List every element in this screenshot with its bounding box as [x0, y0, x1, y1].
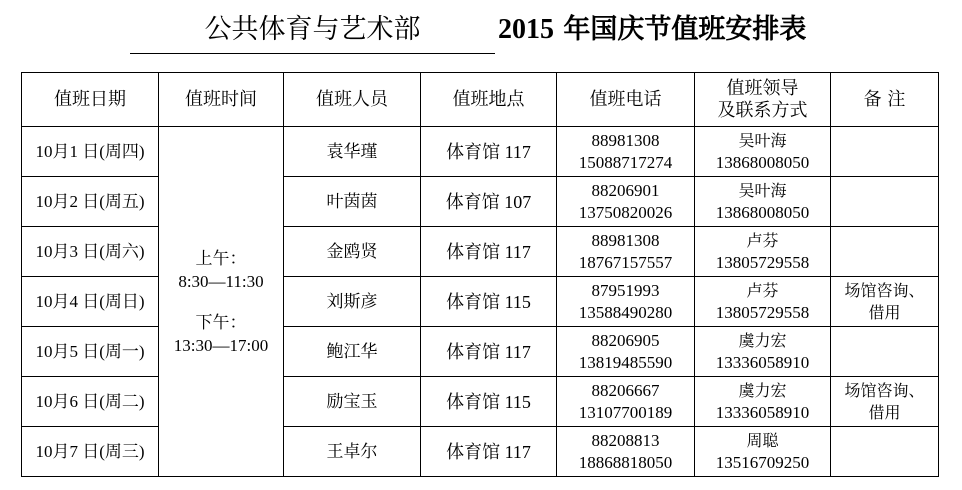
pm-time: 13:30—17:00 [173, 335, 269, 355]
date-cell: 10月6 日(周二) [22, 377, 159, 427]
department-name: 公共体育与艺术部 [130, 8, 495, 54]
location-cell: 体育馆 115 [421, 277, 557, 327]
phone-cell [557, 227, 695, 277]
col-header-leader-line2: 及联系方式 [717, 99, 808, 121]
leader-cell [695, 227, 831, 277]
phone-mobile: 13819485590 [578, 352, 673, 372]
note-cell [831, 377, 939, 427]
note-cell [831, 277, 939, 327]
date-cell: 10月7 日(周三) [22, 427, 159, 477]
phone-landline: 88206905 [591, 330, 660, 350]
phone-mobile: 13750820026 [578, 202, 673, 222]
col-header-leader-line1: 值班领导 [726, 77, 799, 99]
col-header-time: 值班时间 [159, 73, 284, 127]
date-cell: 10月2 日(周五) [22, 177, 159, 227]
note-cell [831, 127, 939, 177]
date-cell: 10月3 日(周六) [22, 227, 159, 277]
phone-landline: 88206901 [591, 180, 660, 200]
leader-cell [695, 127, 831, 177]
person-cell: 袁华瑾 [284, 127, 421, 177]
col-header-leader [695, 73, 831, 127]
leader-phone: 13868008050 [715, 202, 810, 222]
title-year: 2015 [498, 14, 554, 45]
phone-landline: 88981308 [591, 130, 660, 150]
note-line2: 借用 [868, 302, 901, 322]
table-header-row [22, 73, 939, 127]
col-header-person: 值班人员 [284, 73, 421, 127]
note-cell [831, 327, 939, 377]
leader-cell [695, 327, 831, 377]
leader-name: 虞力宏 [738, 330, 787, 350]
title-row [0, 8, 962, 58]
leader-cell [695, 377, 831, 427]
duty-schedule-table [21, 72, 939, 477]
leader-name: 卢芬 [746, 230, 779, 250]
leader-name: 吴叶海 [738, 130, 787, 150]
leader-cell [695, 277, 831, 327]
location-cell: 体育馆 117 [421, 127, 557, 177]
date-cell: 10月4 日(周日) [22, 277, 159, 327]
date-cell: 10月5 日(周一) [22, 327, 159, 377]
phone-cell [557, 177, 695, 227]
leader-phone: 13336058910 [715, 402, 810, 422]
location-cell: 体育馆 117 [421, 327, 557, 377]
person-cell: 金鸥贤 [284, 227, 421, 277]
leader-cell [695, 177, 831, 227]
person-cell: 鲍江华 [284, 327, 421, 377]
col-header-phone: 值班电话 [557, 73, 695, 127]
location-cell: 体育馆 115 [421, 377, 557, 427]
phone-mobile: 15088717274 [578, 152, 673, 172]
page-title [498, 8, 806, 53]
leader-name: 吴叶海 [738, 180, 787, 200]
leader-phone: 13868008050 [715, 152, 810, 172]
location-cell: 体育馆 107 [421, 177, 557, 227]
duty-time-cell [159, 127, 284, 477]
title-text: 年国庆节值班安排表 [554, 14, 807, 45]
phone-landline: 88981308 [591, 230, 660, 250]
leader-name: 卢芬 [746, 280, 779, 300]
phone-mobile: 18868818050 [578, 452, 673, 472]
phone-cell [557, 427, 695, 477]
phone-cell [557, 377, 695, 427]
phone-cell [557, 127, 695, 177]
leader-phone: 13336058910 [715, 352, 810, 372]
note-line1: 场馆咨询、 [844, 280, 925, 300]
phone-landline: 87951993 [591, 280, 660, 300]
person-cell: 励宝玉 [284, 377, 421, 427]
leader-cell [695, 427, 831, 477]
phone-mobile: 13588490280 [578, 302, 673, 322]
col-header-note: 备 注 [831, 73, 939, 127]
leader-name: 周聪 [746, 430, 779, 450]
phone-mobile: 13107700189 [578, 402, 673, 422]
leader-name: 虞力宏 [738, 380, 787, 400]
note-cell [831, 177, 939, 227]
col-header-date: 值班日期 [22, 73, 159, 127]
leader-phone: 13805729558 [715, 302, 810, 322]
person-cell: 王卓尔 [284, 427, 421, 477]
note-line2: 借用 [868, 402, 901, 422]
person-cell: 叶茵茵 [284, 177, 421, 227]
phone-cell [557, 277, 695, 327]
am-time: 8:30—11:30 [178, 271, 264, 291]
table-row [22, 127, 939, 177]
phone-mobile: 18767157557 [578, 252, 673, 272]
col-header-location: 值班地点 [421, 73, 557, 127]
location-cell: 体育馆 117 [421, 227, 557, 277]
person-cell: 刘斯彦 [284, 277, 421, 327]
location-cell: 体育馆 117 [421, 427, 557, 477]
leader-phone: 13516709250 [715, 452, 810, 472]
note-cell [831, 427, 939, 477]
date-cell: 10月1 日(周四) [22, 127, 159, 177]
note-cell [831, 227, 939, 277]
phone-landline: 88208813 [591, 430, 660, 450]
am-label: 上午： [195, 248, 247, 268]
leader-phone: 13805729558 [715, 252, 810, 272]
note-line1: 场馆咨询、 [844, 380, 925, 400]
pm-label: 下午： [195, 312, 247, 332]
phone-landline: 88206667 [591, 380, 660, 400]
phone-cell [557, 327, 695, 377]
